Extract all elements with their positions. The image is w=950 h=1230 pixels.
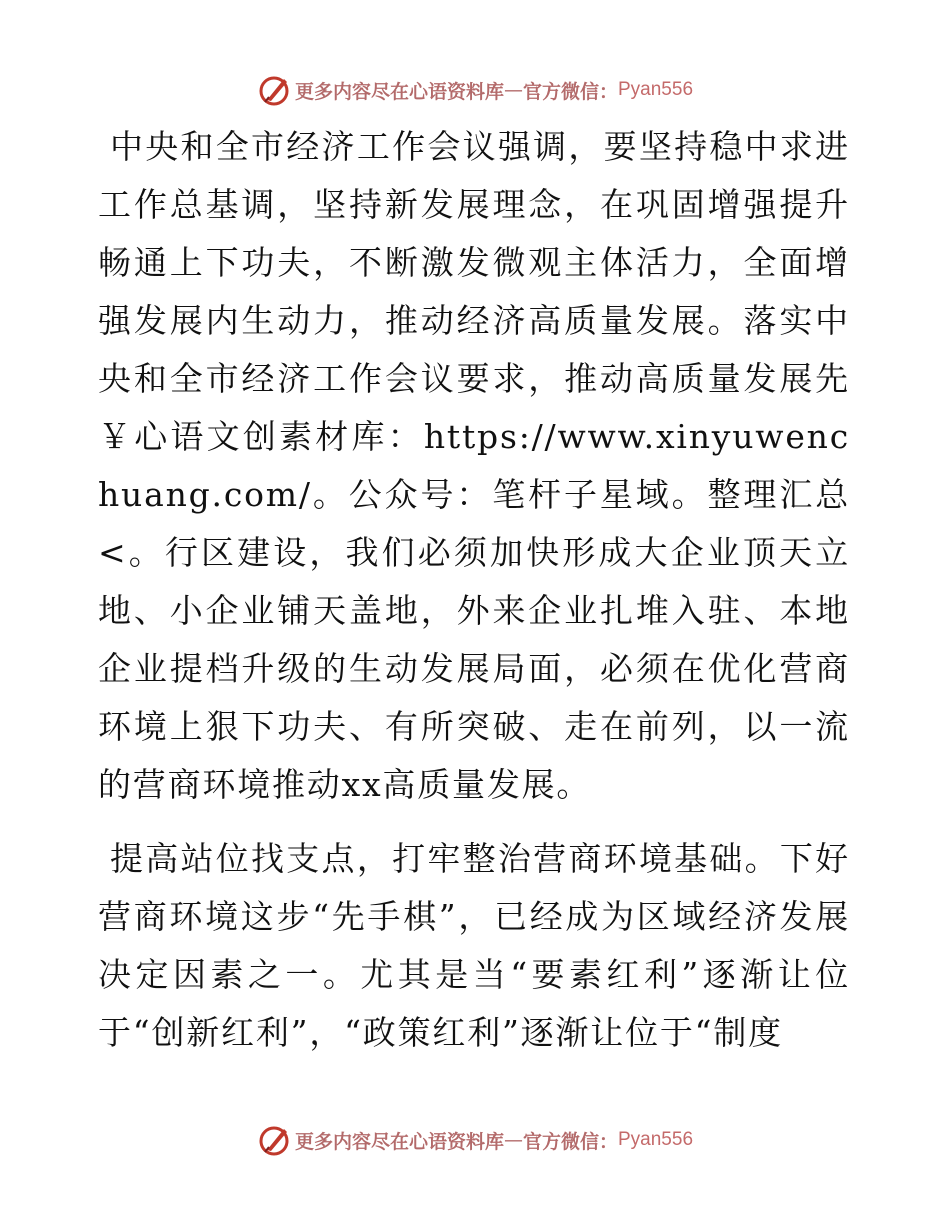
separator: — (503, 1129, 523, 1151)
header-banner (0, 70, 950, 110)
quill-logo-icon (257, 1123, 291, 1157)
separator: — (503, 79, 523, 101)
wechat-label: 官方微信： (522, 1130, 618, 1153)
footer-banner (0, 1120, 950, 1160)
wechat-label: 官方微信： (522, 80, 618, 103)
library-text: 更多内容尽在心语资料库 (294, 80, 504, 103)
wechat-id: Pyan556 (618, 79, 694, 100)
library-text: 更多内容尽在心语资料库 (294, 1130, 504, 1153)
body-paragraph-2: 提高站位找支点，打牢整治营商环境基础。下好营商环境这步“先手棋”，已经成为区域经济发展决定因素之一。尤其是当“要素红利”逐渐让位于“创新红利”，“政策红利”逐渐让位于“制度 (98, 839, 850, 1052)
wechat-id: Pyan556 (618, 1129, 694, 1150)
body-paragraph-1: 中央和全市经济工作会议强调，要坚持稳中求进工作总基调，坚持新发展理念，在巩固增强提升畅通上下功夫，不断激发微观主体活力，全面增强发展内生动力，推动经济高质量发展。落实中央和全市经济工作会议要求，推动高质量发展先￥心语文创素材库：https://www.xinyuwenchuang.com/。公众号：笔杆子星域。整理汇总<。行区建设，我们必须加快形成大企业顶天立地、小企业铺天盖地，外来企业扎堆入驻、本地企业提档升级的生动发展局面，必须在优化营商环境上狠下功夫、有所突破、走在前列，以一流的营商环境推动xx高质量发展。 (98, 127, 850, 804)
quill-logo-icon (257, 73, 291, 107)
